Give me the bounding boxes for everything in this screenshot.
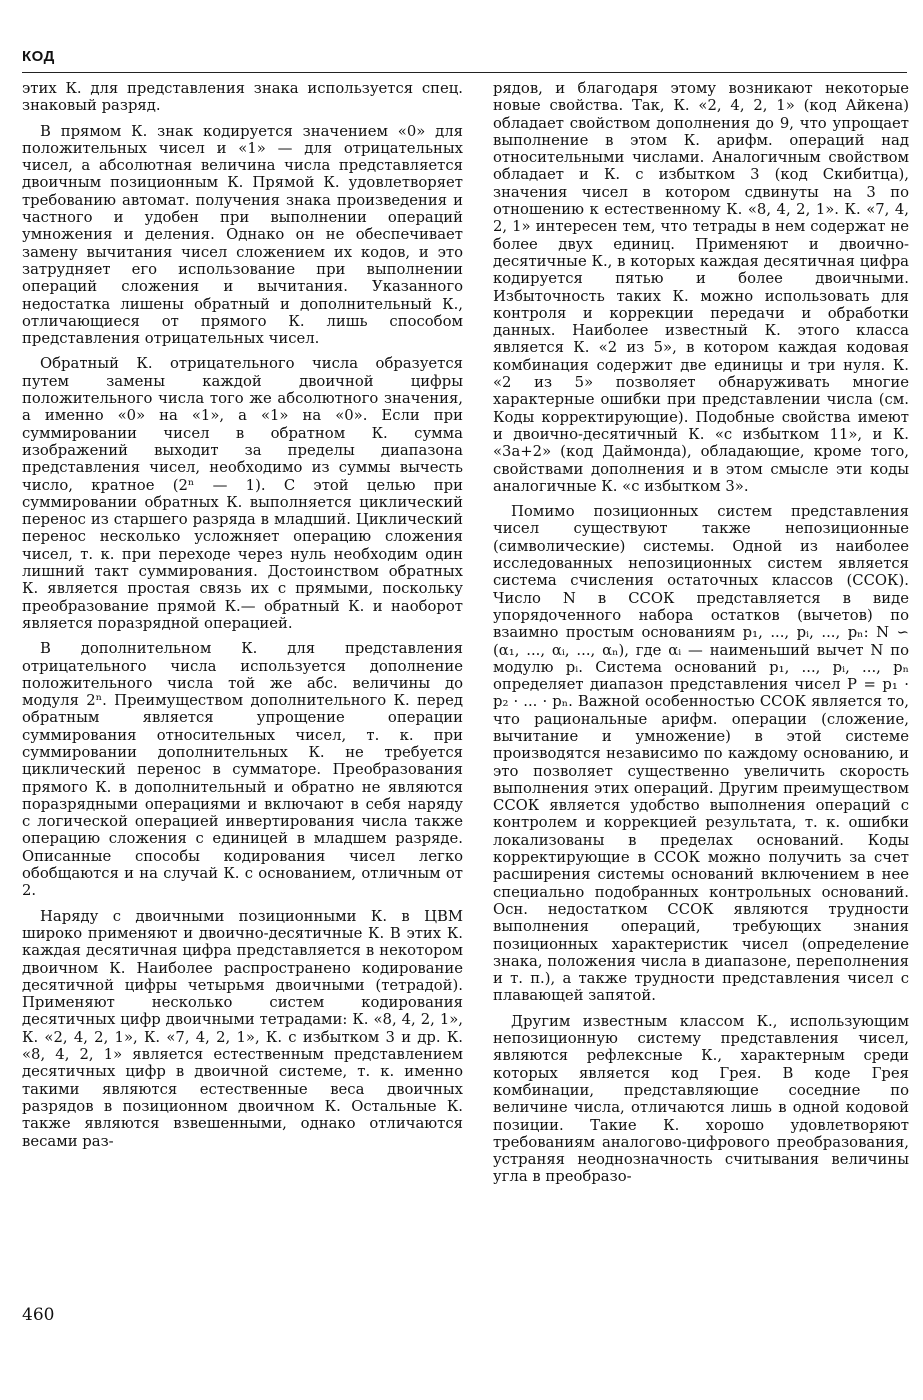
right-column xyxy=(493,80,909,1335)
paragraph-residue-system: Помимо позиционных систем представления чисел существуют также непозиционные (символические) системы. Одной из наиболее исследованных непозиционных систем является система счисления остаточных классов (ССОК). Число N в ССОК представляется в виде упорядоченного набора остатков (вычетов) по взаимно простым основаниям p₁, ..., pᵢ, ..., pₙ: N ∽ (α₁, ..., αᵢ, ..., αₙ), где αᵢ — наименьший вычет N по модулю pᵢ. Система оснований p₁, ..., pᵢ, ..., pₙ определяет диапазон представления чисел P = p₁ · p₂ · ... · pₙ. Важной особенностью ССОК является то, что рациональные арифм. операции (сложение, вычитание и умножение) в этой системе производятся независимо по каждому основанию, и это позволяет существенно увеличить скорость выполнения этих операций. Другим преимуществом ССОК является удобство выполнения операций с контролем и коррекцией результата, т. к. ошибки локализованы в пределах оснований. Коды корректирующие в ССОК можно получить за счет расширения системы оснований включением в нее специально подобранных контрольных оснований. Осн. недостатком ССОК являются трудности выполнения операций, требующих знания позиционных характеристик чисел (определение знака, положения числа в диапазоне, переполнения и т. п.), а также трудности представления чисел с плавающей запятой. xyxy=(493,503,909,1005)
header-rule xyxy=(22,72,907,73)
left-column xyxy=(22,80,463,1335)
paragraph-binary-decimal-codes: Наряду с двоичными позиционными К. в ЦВМ широко применяют и двоично-десятичные К. В этих К. каждая десятичная цифра представляется в некотором двоичном К. Наиболее распространено кодирование десятичной цифры четырьмя двоичными (тетрадой). Применяют несколько систем кодирования десятичных цифр двоичными тетрадами: К. «8, 4, 2, 1», К. «2, 4, 2, 1», К. «7, 4, 2, 1», К. с избытком 3 и др. К. «8, 4, 2, 1» является естественным представлением десятичных цифр в двоичной системе, т. к. именно такими являются естественные веса двоичных разрядов в позиционном двоичном К. Остальные К. также являются взвешенными, однако отличаются весами раз- xyxy=(22,907,463,1150)
running-title: КОД xyxy=(22,48,55,65)
paragraph-complement-code: В дополнительном К. для представления отрицательного числа используется дополнение положительного числа той же абс. величины до модуля 2ⁿ. Преимуществом дополнительного К. перед обратным является упрощение операции суммирования относительных чисел, т. к. при суммировании дополнительных К. не требуется циклический перенос в сумматоре. Преобразования прямого К. в дополнительный и обратно не являются поразрядными операциями и включают в себя наряду с логической операцией инвертирования числа также операцию сложения с единицей в младшем разряде. Описанные способы кодирования чисел легко обобщаются и на случай К. с основанием, отличным от 2. xyxy=(22,640,463,900)
paragraph-continuation-right: рядов, и благодаря этому возникают некоторые новые свойства. Так, К. «2, 4, 2, 1» (код Айкена) обладает свойством дополнения до 9, что упрощает выполнение в этом К. арифм. операций над относительными числами. Аналогичным свойством обладает и К. с избытком 3 (код Скибитца), значения чисел в котором сдвинуты на 3 по отношению к естественному К. «8, 4, 2, 1». К. «7, 4, 2, 1» интересен тем, что тетрады в нем содержат не более двух единиц. Применяют и двоично-десятичные К., в которых каждая десятичная цифра кодируется пятью и более двоичными. Избыточность таких К. можно использовать для контроля и коррекции передачи и обработки данных. Наиболее известный К. этого класса является К. «2 из 5», в котором каждая кодовая комбинация содержит две единицы и три нуля. К. «2 из 5» позволяет обнаруживать многие характерные ошибки при представлении числа (см. Коды корректирующие). Подобные свойства имеют и двоично-десятичный К. «с избытком 11», и К. «3a+2» (код Даймонда), обладающие, кроме того, свойствами дополнения и в этом смысле эти коды аналогичные К. «с избытком 3». xyxy=(493,80,909,495)
paragraph-gray-code: Другим известным классом К., использующим непозиционную систему представления чисел, являются рефлексные К., характерным среди которых является код Грея. В коде Грея комбинации, представляющие соседние по величине числа, отличаются лишь в одной кодовой позиции. Такие К. хорошо удовлетворяют требованиям аналогово-цифрового преобразования, устраняя неоднозначность считывания величины угла в преобразо- xyxy=(493,1012,909,1186)
paragraph-reverse-code: Обратный К. отрицательного числа образуется путем замены каждой двоичной цифры положительного числа того же абсолютного значения, а именно «0» на «1», а «1» на «0». Если при суммировании чисел в обратном К. сумма изображений выходит за пределы диапазона представления чисел, необходимо из суммы вычесть число, кратное (2ⁿ — 1). С этой целью при суммировании обратных К. выполняется циклический перенос из старшего разряда в младший. Циклический перенос несколько усложняет операцию сложения чисел, т. к. при переходе через нуль необходим один лишний такт суммирования. Достоинством обратных К. является простая связь их с прямыми, поскольку преобразование прямой К.— обратный К. и наоборот является поразрядной операцией. xyxy=(22,355,463,632)
paragraph-direct-code: В прямом К. знак кодируется значением «0» для положительных чисел и «1» — для отрицательных чисел, а абсолютная величина числа представляется двоичным позиционным К. Прямой К. удовлетворяет требованию автомат. получения знака произведения и частного и удобен при выполнении операций умножения и деления. Однако он не обеспечивает замену вычитания чисел сложением их кодов, и это затрудняет его использование при выполнении операций сложения и вычитания. Указанного недостатка лишены обратный и дополнительный К., отличающиеся от прямого К. лишь способом представления отрицательных чисел. xyxy=(22,122,463,348)
paragraph-continuation: этих К. для представления знака используется спец. знаковый разряд. xyxy=(22,80,463,115)
page-number: 460 xyxy=(22,1305,55,1325)
